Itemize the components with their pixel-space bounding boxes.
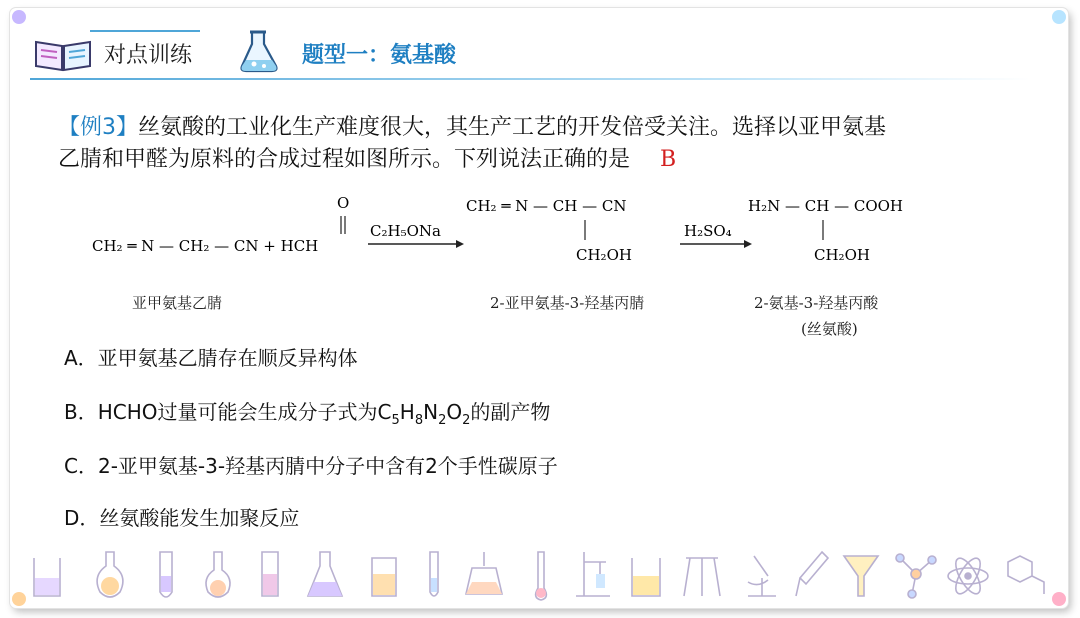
jar-icon	[372, 558, 396, 596]
reaction-scheme	[80, 186, 980, 336]
dropper-icon	[796, 552, 828, 596]
subscript: 2	[438, 413, 447, 428]
topic-title: 题型一：氨基酸	[302, 43, 457, 68]
reaction-arrowhead	[744, 240, 752, 248]
tripod-icon	[684, 558, 720, 596]
option-a: A．亚甲氨基乙腈存在顺反异构体	[64, 346, 358, 370]
intermediate-substituent: CH₂OH	[576, 246, 632, 264]
formula-part: N	[423, 400, 439, 424]
option-c: C．2-亚甲氨基-3-羟基丙腈中分子中含有2个手性碳原子	[64, 454, 558, 478]
answer-mark: B	[660, 147, 677, 172]
test-tube-icon	[430, 552, 438, 596]
condition-base: C₂H₅ONa	[370, 222, 441, 240]
compound-name-2: 2-亚甲氨基-3-羟基丙腈	[490, 294, 645, 312]
carbonyl-oxygen: O	[337, 194, 350, 212]
funnel-icon	[844, 556, 878, 596]
option-b-text: B．HCHO过量可能会生成分子式为C	[64, 400, 392, 424]
subscript: 2	[462, 413, 471, 428]
reactants: CH₂ ═ N — CH₂ — CN + HCH	[92, 237, 319, 255]
compound-name-1: 亚甲氨基乙腈	[132, 294, 223, 312]
lamp-icon	[466, 552, 502, 594]
round-flask-icon	[206, 552, 230, 597]
reaction-arrowhead	[456, 240, 464, 248]
option-d: D．丝氨酸能发生加聚反应	[64, 506, 300, 530]
cylinder-icon	[262, 552, 278, 596]
condition-acid: H₂SO₄	[684, 222, 732, 240]
question-line1: 丝氨酸的工业化生产难度很大，其生产工艺的开发倍受关注。选择以亚甲氨基	[138, 115, 887, 140]
thermometer-icon	[536, 552, 547, 600]
question-text	[58, 112, 1033, 176]
microscope-icon	[748, 556, 776, 596]
formula-part: H	[399, 400, 415, 424]
beaker-icon	[34, 558, 60, 596]
product: H₂N — CH — COOH	[748, 197, 904, 215]
product-substituent: CH₂OH	[814, 246, 870, 264]
formula-part: O	[446, 400, 463, 424]
subscript: 8	[414, 413, 424, 428]
round-flask-icon	[97, 552, 123, 597]
intermediate: CH₂ ═ N — CH — CN	[466, 197, 627, 215]
flask-icon	[236, 28, 284, 74]
subscript: 5	[391, 413, 400, 428]
atom-icon	[948, 555, 988, 598]
erlenmeyer-icon	[308, 552, 342, 596]
open-book-icon	[32, 36, 94, 72]
lab-equipment-decoration	[30, 548, 1060, 604]
corner-dot	[12, 592, 26, 606]
compound-alias-3: (丝氨酸)	[801, 320, 858, 338]
beaker-icon	[632, 558, 660, 596]
molecule-icon	[896, 554, 936, 598]
slide-header	[0, 0, 1080, 86]
header-accent-line	[90, 30, 200, 32]
question-line2: 乙腈和甲醛为原料的合成过程如图所示。下列说法正确的是	[58, 147, 631, 172]
section-title: 对点训练	[104, 43, 193, 68]
header-divider	[30, 78, 1030, 80]
option-b	[64, 396, 550, 428]
stand-icon	[576, 552, 610, 596]
benzene-icon	[1008, 556, 1044, 594]
compound-name-3: 2-氨基-3-羟基丙酸	[754, 294, 879, 312]
option-b-suffix: 的副产物	[470, 400, 551, 424]
question-tag: 【例3】	[58, 115, 138, 140]
test-tube-icon	[160, 552, 172, 597]
